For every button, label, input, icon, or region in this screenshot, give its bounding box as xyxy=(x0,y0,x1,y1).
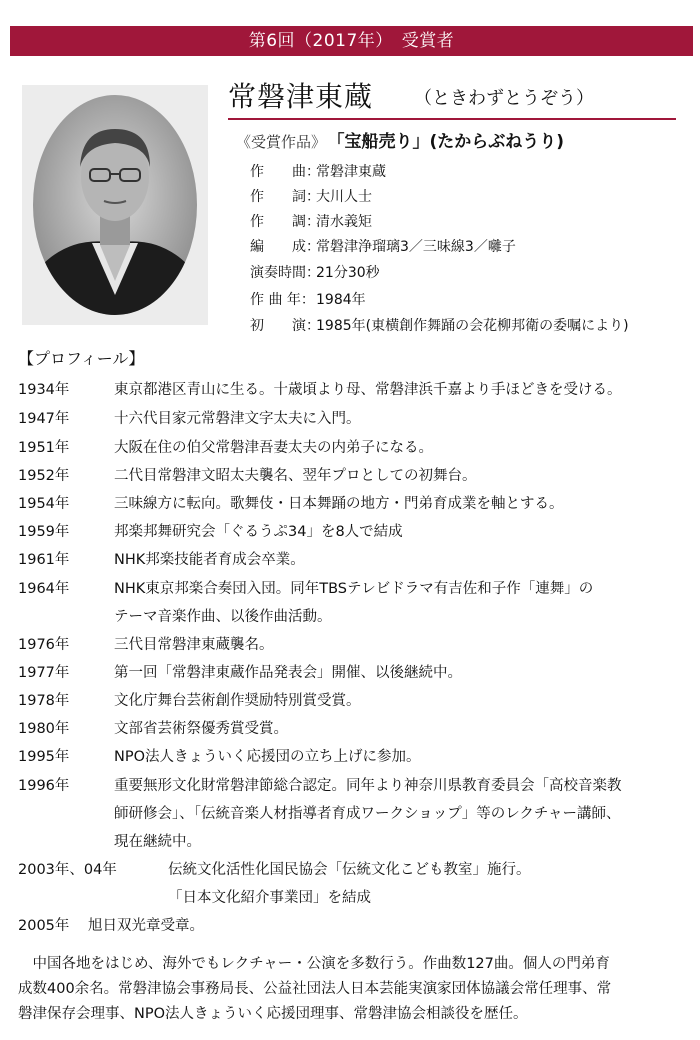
history-text: 三味線方に転向。歌舞伎・日本舞踊の地方・門弟育成業を軸とする。 xyxy=(114,496,564,512)
history-year: 1996年 xyxy=(18,778,70,794)
summary-line: 磐津保存会理事、NPO法人きょういく応援団理事、常磐津協会相談役を歴任。 xyxy=(18,1006,528,1022)
history-year: 1934年 xyxy=(18,382,70,398)
history-text-continued: 現在継続中。 xyxy=(114,834,201,850)
profile-heading: 【プロフィール】 xyxy=(18,349,145,368)
credit-key: 初 演： xyxy=(250,318,320,334)
history-text: 邦楽邦舞研究会「ぐるうぷ34」を8人で結成 xyxy=(114,524,403,540)
history-text: NHK東京邦楽合奏団入団。同年TBSテレビドラマ有吉佐和子作「連舞」の xyxy=(114,581,594,597)
history-text: 東京都港区青山に生る。十歳頃より母、常磐津浜千嘉より手ほどきを受ける。 xyxy=(114,382,622,398)
history-year: 1977年 xyxy=(18,665,70,681)
awardee-name-reading: （ときわずとうぞう） xyxy=(414,88,594,109)
history-year: 1951年 xyxy=(18,440,70,456)
summary-line: 成数400余名。常磐津協会事務局長、公益社団法人日本芸能実演家団体協議会常任理事、常 xyxy=(18,981,612,997)
history-year: 1961年 xyxy=(18,552,70,568)
history-text: 伝統文化活性化国民協会「伝統文化こども教室」施行。 xyxy=(168,862,531,878)
credit-row xyxy=(250,314,629,338)
history-year: 1954年 xyxy=(18,496,70,512)
history-year: 2005年 xyxy=(18,918,70,934)
history-text-continued: テーマ音楽作曲、以後作曲活動。 xyxy=(114,609,332,625)
credit-row xyxy=(250,235,516,259)
history-year: 1959年 xyxy=(18,524,70,540)
history-text: NPO法人きょういく応援団の立ち上げに参加。 xyxy=(114,749,421,765)
credit-value: 21分30秒 xyxy=(316,265,380,281)
history-year: 1952年 xyxy=(18,468,70,484)
award-work-label: 《受賞作品》 xyxy=(236,133,327,151)
history-year: 1964年 xyxy=(18,581,70,597)
history-year: 1976年 xyxy=(18,637,70,653)
credit-key: 演奏時間： xyxy=(250,265,320,281)
award-work-title: 「宝船売り」(たからぶねうり) xyxy=(336,132,565,152)
credit-key: 作 曲： xyxy=(250,164,320,180)
name-divider xyxy=(228,118,676,120)
history-text: 第一回「常磐津東蔵作品発表会」開催、以後継続中。 xyxy=(114,665,462,681)
history-text: 文部省芸術祭優秀賞受賞。 xyxy=(114,721,288,737)
credit-value: 清水義矩 xyxy=(316,214,372,230)
history-text: 二代目常磐津文昭太夫襲名、翌年プロとしての初舞台。 xyxy=(114,468,477,484)
credit-key: 作 詞： xyxy=(250,189,320,205)
awardee-name-row xyxy=(228,78,678,118)
history-text: 大阪在住の伯父常磐津吾妻太夫の内弟子になる。 xyxy=(114,440,433,456)
credit-key: 編 成： xyxy=(250,239,320,255)
history-text-continued: 「日本文化紹介事業団」を結成 xyxy=(168,890,371,906)
credit-value: 大川人士 xyxy=(316,189,372,205)
credit-row xyxy=(250,288,366,312)
credit-row xyxy=(250,210,372,234)
history-text: 重要無形文化財常磐津節総合認定。同年より神奈川県教育委員会「高校音楽教 xyxy=(114,778,622,794)
credit-value: 常磐津東蔵 xyxy=(316,164,386,180)
credit-value: 常磐津浄瑠璃3／三味線3／囃子 xyxy=(316,239,516,255)
awardee-name: 常磐津東蔵 xyxy=(228,80,374,113)
award-work xyxy=(236,130,564,154)
credit-key: 作 調： xyxy=(250,214,320,230)
credit-value: 1985年(東横創作舞踊の会花柳邦衛の委嘱により) xyxy=(316,318,629,334)
history-year: 1980年 xyxy=(18,721,70,737)
history-text: NHK邦楽技能者育成会卒業。 xyxy=(114,552,305,568)
credit-row xyxy=(250,160,386,184)
history-text: 文化庁舞台芸術創作奨励特別賞受賞。 xyxy=(114,693,361,709)
summary-line: 中国各地をはじめ、海外でもレクチャー・公演を多数行う。作曲数127曲。個人の門弟育 xyxy=(18,956,610,972)
history-text: 旭日双光章受章。 xyxy=(88,918,204,934)
credit-key: 作 曲 年： xyxy=(250,292,315,308)
history-year: 1978年 xyxy=(18,693,70,709)
history-year: 2003年、04年 xyxy=(18,862,117,878)
portrait-photo xyxy=(22,85,208,325)
history-year: 1995年 xyxy=(18,749,70,765)
history-text: 十六代目家元常磐津文字太夫に入門。 xyxy=(114,411,361,427)
credit-row xyxy=(250,261,380,285)
profile-summary xyxy=(18,952,682,1027)
credit-row xyxy=(250,185,372,209)
history-text-continued: 師研修会」、「伝統音楽人材指導者育成ワークショップ」等のレクチャー講師、 xyxy=(114,806,621,822)
credit-value: 1984年 xyxy=(316,292,366,308)
history-year: 1947年 xyxy=(18,411,70,427)
history-text: 三代目常磐津東蔵襲名。 xyxy=(114,637,274,653)
award-banner: 第6回（2017年） 受賞者 xyxy=(10,26,693,56)
